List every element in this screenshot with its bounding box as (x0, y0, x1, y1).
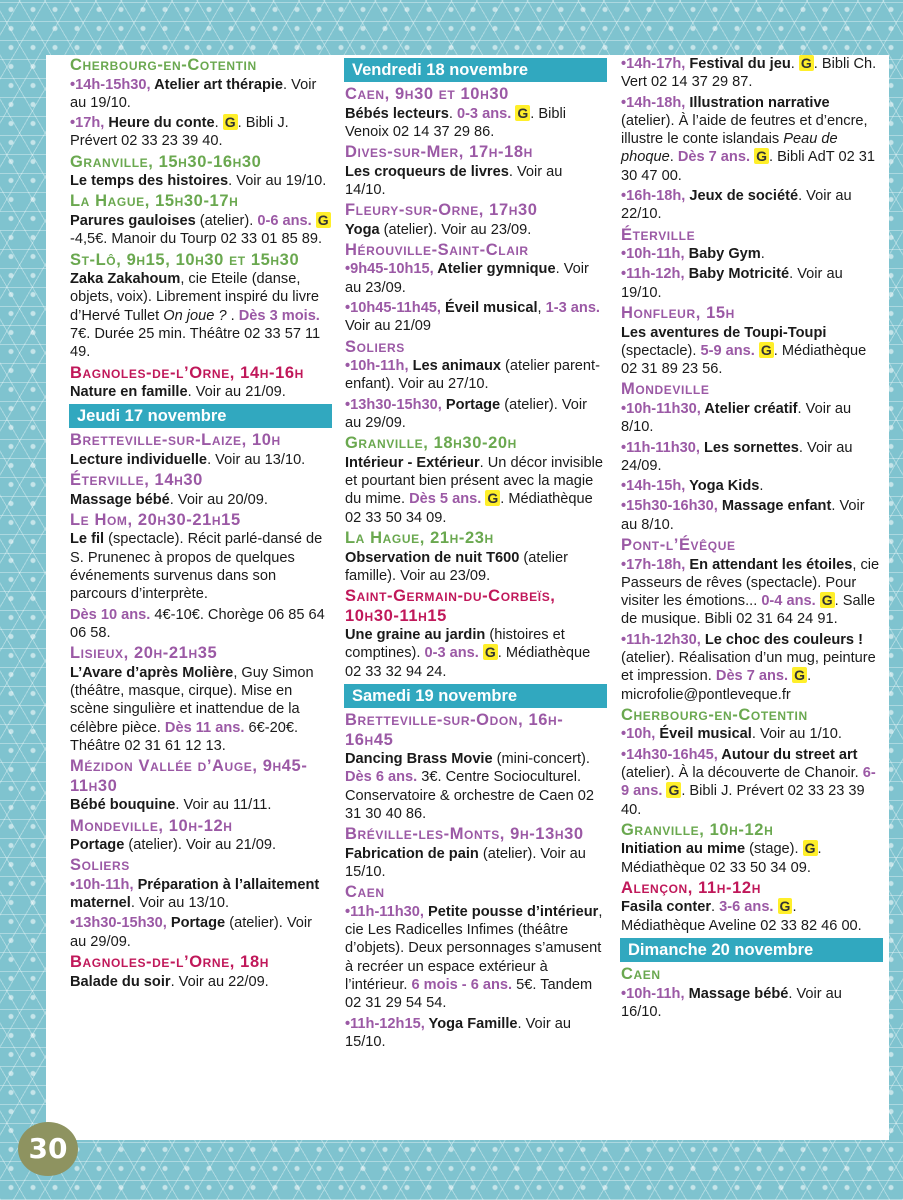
location-heading: Caen (621, 965, 661, 984)
event-time: •10h45-11h45, (345, 300, 446, 317)
location-heading: Mondeville (621, 380, 710, 399)
location-heading: Cherbourg-en-Cotentin (621, 705, 808, 724)
event-time: •14h-15h30, (70, 76, 155, 93)
event-title: Atelier art thérapie (154, 76, 284, 93)
event-time: •10h-11h, (345, 358, 413, 375)
event-entry (70, 876, 332, 913)
event-entry (345, 549, 607, 586)
event-text: . Médiathèque 02 31 89 23 56. (621, 342, 867, 378)
age-range: Dès 11 ans. (164, 719, 249, 736)
event-entry (345, 357, 607, 394)
event-title: Les animaux (412, 358, 501, 375)
event-text: (histoires et comptines). (345, 627, 565, 662)
age-range: 3-6 ans. (719, 899, 778, 916)
free-badge: G (224, 114, 236, 131)
free-badge: G (756, 148, 767, 165)
event-time: •15h30-16h30, (621, 498, 722, 515)
free-badge: G (760, 341, 772, 358)
location-heading: Mézidon Vallée d’Auge, 9h45-11h30 (70, 757, 308, 795)
event-text: (atelier parent-enfant). Voir au 27/10. (345, 358, 600, 393)
location-heading: Hérouville-Saint-Clair (345, 240, 529, 259)
free-badge: G (484, 644, 496, 661)
event-entry (70, 172, 332, 190)
event-entry (70, 664, 332, 755)
event-text: . Voir au 19/10. (228, 173, 327, 190)
event-text: 6€-20€. Théâtre 02 31 61 12 13. (70, 719, 298, 754)
event-title: Le choc des couleurs ! (704, 631, 863, 648)
event-entry (345, 1015, 607, 1052)
event-text: (atelier). À l’aide de feutres et d’encre, illustre le conte islandais (621, 112, 868, 148)
event-text: . (214, 115, 223, 132)
event-text: . Voir au 19/10. (621, 266, 843, 301)
event-time: •11h-12h30, (621, 631, 705, 648)
column-3 (621, 55, 883, 1023)
age-range: 6 mois - 6 ans. (411, 977, 517, 993)
event-text: . Voir au 16/10. (621, 985, 842, 1020)
event-text: , Guy Simon (théâtre, masque, cirque). Mise en scène singulière et inattendue de la célèbre pièce. (70, 664, 314, 736)
event-time: •14h-15h, (621, 478, 690, 495)
event-entry (70, 114, 332, 151)
age-range: Dès 5 ans. (409, 491, 486, 508)
event-entry (345, 626, 607, 681)
location-heading: Granville, 18h30-20h (345, 434, 517, 453)
event-text: . Médiathèque 02 33 32 94 24. (345, 645, 591, 680)
event-title: Massage bébé (70, 491, 170, 508)
event-text: (spectacle). Récit parlé-dansé de S. Prunenec à propos de quelques événements survenus dans son parcours d’interprète. (70, 531, 323, 603)
event-entry (621, 556, 883, 629)
event-title: Jeux de société (689, 188, 799, 205)
event-text: 3€. Centre Socioculturel. Conservatoire & orchestre de Caen 02 31 30 40 86. (345, 769, 595, 822)
event-title: Le temps des histoires (70, 173, 229, 190)
location-heading: Soliers (345, 337, 405, 356)
event-title: Yoga (345, 221, 380, 238)
event-text: . Voir au 13/10. (130, 895, 230, 912)
event-text: . (711, 899, 720, 916)
age-range: 0-6 ans. (257, 212, 316, 229)
event-text: (atelier). À la découverte de Chanoir. (621, 765, 863, 781)
age-range: Dès 7 ans. (677, 149, 755, 166)
location-heading: Honfleur, 15h (621, 304, 735, 323)
location-heading: La Hague, 15h30-17h (70, 192, 239, 211)
event-entry (345, 903, 607, 1013)
free-badge: G (517, 104, 529, 121)
event-text: , (537, 300, 546, 317)
location-heading: Bretteville-sur-Odon, 16h-16h45 (345, 711, 564, 749)
event-entry (70, 530, 332, 603)
location-heading: Éterville, 14h30 (70, 471, 203, 490)
location-heading: Mondeville, 10h-12h (70, 816, 233, 835)
event-time: •11h-12h, (621, 266, 689, 283)
event-text: . Bibli Venoix 02 14 37 29 86. (345, 105, 566, 140)
free-badge: G (668, 782, 680, 799)
event-text: . microfolie@pontleveque.fr (621, 668, 812, 703)
event-entry (621, 94, 883, 185)
event-text: . Voir au 19/10. (70, 76, 317, 111)
location-heading: Soliers (70, 856, 130, 875)
event-title: Observation de nuit T600 (345, 549, 520, 566)
event-title: L’Avare d’après Molière (70, 664, 234, 681)
event-entry (621, 631, 883, 704)
location-heading: St-Lô, 9h15, 10h30 et 15h30 (70, 250, 300, 269)
free-badge: G (487, 490, 499, 507)
event-entry (345, 221, 607, 239)
location-heading: Lisieux, 20h-21h35 (70, 644, 218, 663)
event-text: , cie Les Radicelles Infimes (théâtre d’objets). Deux personnages s’amusent à recréer un espace extérieur à l’intérieur. (345, 903, 603, 993)
event-entry (70, 270, 332, 361)
age-range: 0-3 ans. (424, 645, 483, 662)
event-title: Yoga Kids (689, 478, 760, 495)
age-range: Dès 3 mois. (238, 307, 320, 324)
event-text: . Médiathèque 02 33 50 34 09. (621, 841, 822, 876)
event-title: Bébés lecteurs (345, 105, 449, 122)
event-time: •11h-12h15, (345, 1015, 429, 1032)
event-entry (70, 836, 332, 854)
location-heading: Saint-Germain-du-Corbeïs, 10h30-11h15 (345, 587, 556, 625)
event-text: (atelier). Réalisation d’un mug, peinture et impression. (621, 650, 876, 685)
event-text: . Bibli J. Prévert 02 33 23 39 40. (70, 115, 289, 150)
event-time: •10h-11h, (70, 876, 138, 893)
event-text: . Voir au 8/10. (621, 498, 865, 533)
event-entry (70, 212, 332, 249)
event-title: Fasila conter (621, 899, 712, 916)
day-header: Vendredi 18 novembre (344, 58, 607, 82)
event-title: Les sornettes (704, 439, 799, 456)
event-title: Les aventures de Toupi-Toupi (621, 324, 827, 341)
event-text: 7€. Durée 25 min. Théâtre 02 33 57 11 49. (70, 325, 321, 361)
event-entry (345, 299, 607, 336)
event-title: Massage enfant (721, 498, 832, 515)
book-title: Peau de phoque (621, 131, 838, 166)
event-text: , cie Passeurs de rêves (spectacle). Pour visiter les émotions... (621, 556, 880, 610)
event-time: •10h-11h30, (621, 400, 705, 417)
event-text: 4€-10€. Chorège 06 85 64 06 58. (70, 606, 325, 641)
location-heading: Éterville (621, 225, 696, 244)
event-title: Autour du street art (721, 746, 858, 763)
event-entry (345, 750, 607, 823)
event-entry (345, 845, 607, 882)
event-entry (621, 725, 883, 743)
page-content (46, 55, 889, 1140)
free-badge: G (800, 55, 812, 71)
event-text: . (226, 307, 239, 324)
event-title: Heure du conte (108, 115, 215, 132)
event-text: . Bibli Ch. Vert 02 14 37 29 87. (621, 56, 877, 91)
event-entry (621, 477, 883, 495)
event-time: •17h-18h, (621, 556, 690, 573)
day-header: Dimanche 20 novembre (620, 938, 883, 962)
event-title: Festival du jeu (689, 56, 791, 72)
event-text: . Voir au 8/10. (621, 400, 852, 436)
event-title: Intérieur - Extérieur (345, 454, 480, 471)
event-entry (70, 76, 332, 113)
event-title: Parures gauloises (70, 212, 196, 229)
event-entry (621, 187, 883, 224)
event-text: Voir au 21/09 (345, 318, 432, 335)
event-title: Nature en famille (70, 384, 188, 401)
event-text: , cie Eteile (danse, objets, voix). Librement inspiré du livre d’Hervé Tullet (70, 271, 320, 324)
event-time: •16h-18h, (621, 188, 690, 205)
event-title: Bébé bouquine (70, 797, 176, 814)
age-range: 1-3 ans. (545, 300, 600, 317)
event-title: Les croqueurs de livres (345, 163, 509, 180)
event-entry (621, 746, 883, 819)
event-text: . Médiathèque 02 33 50 34 09. (345, 491, 593, 526)
event-entry (621, 985, 883, 1022)
event-title: Portage (170, 915, 226, 932)
location-heading: Caen (345, 883, 385, 902)
location-heading: Caen, 9h30 et 10h30 (345, 85, 509, 103)
event-entry (621, 265, 883, 302)
free-badge: G (317, 211, 329, 228)
event-text: . Salle de musique. Bibli 02 31 64 24 91. (621, 593, 876, 628)
event-title: Baby Gym (688, 246, 761, 263)
event-title: Lecture individuelle (70, 451, 208, 468)
event-text: (atelier). Voir au 29/09. (345, 396, 587, 432)
event-text: (atelier). Voir au 15/10. (345, 845, 586, 881)
event-entry (345, 454, 607, 527)
location-heading: La Hague, 21h-23h (345, 529, 494, 548)
event-title: Baby Motricité (688, 266, 790, 283)
event-entry (70, 606, 332, 643)
location-heading: Bagnoles-de-l’Orne, 18h (70, 953, 269, 971)
event-text: (atelier). Voir au 21/09. (124, 837, 277, 854)
event-time: •13h30-15h30, (70, 915, 171, 932)
event-text: (atelier). (195, 212, 258, 229)
event-time: •10h-11h, (621, 985, 689, 1002)
event-text: . Bibli AdT 02 31 30 47 00. (621, 149, 875, 184)
event-text: (atelier famille). Voir au 23/09. (345, 549, 569, 584)
event-text: (spectacle). (621, 342, 701, 359)
event-time: •14h-18h, (621, 94, 690, 111)
event-time: •11h-11h30, (345, 903, 428, 920)
event-title: En attendant les étoiles (689, 556, 853, 573)
day-header: Jeudi 17 novembre (69, 404, 332, 428)
event-entry (345, 396, 607, 433)
event-text: . (790, 56, 799, 72)
event-entry (70, 796, 332, 814)
event-title: Le fil (70, 531, 105, 548)
event-title: Dancing Brass Movie (345, 751, 493, 768)
event-entry (621, 245, 883, 263)
free-badge: G (779, 898, 791, 915)
age-range: Dès 6 ans. (345, 769, 422, 786)
location-heading: Alençon, 11h-12h (621, 878, 761, 897)
event-time: •11h-11h30, (621, 439, 704, 456)
event-text: . (669, 149, 678, 166)
column-2 (345, 55, 607, 1053)
event-title: Balade du soir (70, 973, 171, 990)
age-range: 0-4 ans. (761, 593, 820, 610)
event-entry (345, 105, 607, 142)
event-text: . Voir au 14/10. (345, 163, 563, 198)
event-entry (621, 324, 883, 379)
event-text: . Un décor invisible et pourtant bien présent avec la magie du mime. (345, 454, 603, 508)
event-text: . (448, 105, 457, 122)
event-title: Une graine au jardin (345, 627, 486, 644)
event-entry (345, 260, 607, 297)
event-entry (621, 497, 883, 534)
event-title: Portage (70, 837, 125, 854)
event-title: Zaka Zakahoum (70, 271, 181, 288)
event-text: . Voir au 15/10. (345, 1015, 572, 1050)
event-title: Portage (445, 396, 501, 413)
event-entry (70, 383, 332, 401)
event-text: . Voir au 13/10. (207, 451, 306, 468)
event-time: •14h-17h, (621, 56, 690, 72)
age-range: 5-9 ans. (700, 342, 759, 359)
event-title: Éveil musical (659, 726, 752, 743)
location-heading: Granville, 10h-12h (621, 820, 774, 839)
event-text: . Voir au 20/09. (169, 491, 268, 508)
event-title: Initiation au mime (621, 841, 746, 858)
event-text: (atelier). Voir au 29/09. (70, 915, 312, 950)
event-title: Fabrication de pain (345, 845, 479, 862)
location-heading: Bagnoles-de-l’Orne, 14h-16h (70, 363, 304, 382)
event-entry (621, 840, 883, 877)
event-time: •14h30-16h45, (621, 746, 722, 763)
page-number-badge: 30 (18, 1122, 78, 1176)
event-text: -4,5€. Manoir du Tourp 02 33 01 85 89. (70, 231, 323, 248)
event-text: . (760, 246, 765, 263)
location-heading: Granville, 15h30-16h30 (70, 152, 262, 171)
event-entry (345, 163, 607, 200)
event-entry (70, 451, 332, 469)
event-title: Atelier gymnique (437, 261, 556, 278)
event-entry (621, 898, 883, 935)
book-title: On joue ? (163, 307, 227, 324)
event-title: Atelier créatif (704, 400, 798, 417)
location-heading: Bretteville-sur-Laize, 10h (70, 431, 281, 450)
event-entry (70, 491, 332, 509)
event-time: •13h30-15h30, (345, 396, 446, 413)
event-text: . Voir au 21/09. (187, 384, 286, 401)
location-heading: Pont-l’Évêque (621, 536, 736, 555)
event-title: Yoga Famille (428, 1015, 518, 1032)
event-text: . Voir au 23/09. (345, 261, 589, 296)
event-text: 5€. Tandem 02 31 29 54 54. (345, 977, 593, 1012)
event-title: Préparation à l’allaitement maternel (70, 876, 320, 912)
free-badge: G (804, 840, 816, 857)
column-1 (70, 55, 332, 993)
event-entry (70, 914, 332, 951)
age-range: 0-3 ans. (456, 105, 516, 122)
event-text: . Voir au 22/09. (170, 973, 269, 990)
event-time: •17h, (70, 115, 109, 132)
event-title: Massage bébé (688, 985, 789, 1002)
event-text: . Voir au 22/10. (621, 188, 852, 223)
event-text: (atelier). Voir au 23/09. (379, 221, 532, 238)
event-text: . Médiathèque Aveline 02 33 82 46 00. (621, 899, 862, 934)
event-text: (stage). (745, 841, 803, 858)
event-entry (621, 55, 883, 92)
event-text: . Voir au 1/10. (751, 726, 842, 743)
day-header: Samedi 19 novembre (344, 684, 607, 708)
event-text: . Voir au 11/11. (175, 797, 272, 814)
event-title: Illustration narrative (689, 94, 830, 111)
age-range: 6-9 ans. (621, 765, 876, 800)
event-entry (621, 439, 883, 476)
free-badge: G (821, 592, 833, 609)
free-badge: G (794, 667, 806, 684)
event-text: (mini-concert). (492, 751, 590, 768)
event-title: Petite pousse d’intérieur (428, 903, 599, 920)
age-range: Dès 10 ans. (70, 606, 155, 623)
event-title: Éveil musical (445, 300, 538, 317)
location-heading: Dives-sur-Mer, 17h-18h (345, 143, 533, 162)
event-time: •10h-11h, (621, 246, 689, 263)
event-text: . Bibli J. Prévert 02 33 23 39 40. (621, 783, 865, 818)
location-heading: Fleury-sur-Orne, 17h30 (345, 201, 538, 220)
event-text: . Voir au 24/09. (621, 439, 853, 474)
location-heading: Bréville-les-Monts, 9h-13h30 (345, 825, 584, 844)
location-heading: Le Hom, 20h30-21h15 (70, 510, 241, 529)
event-text: . (759, 478, 764, 495)
location-heading: Cherbourg-en-Cotentin (70, 56, 257, 74)
event-entry (621, 400, 883, 437)
event-time: •9h45-10h15, (345, 261, 438, 278)
age-range: Dès 7 ans. (715, 668, 793, 685)
event-entry (70, 973, 332, 991)
event-time: •10h, (621, 726, 660, 743)
